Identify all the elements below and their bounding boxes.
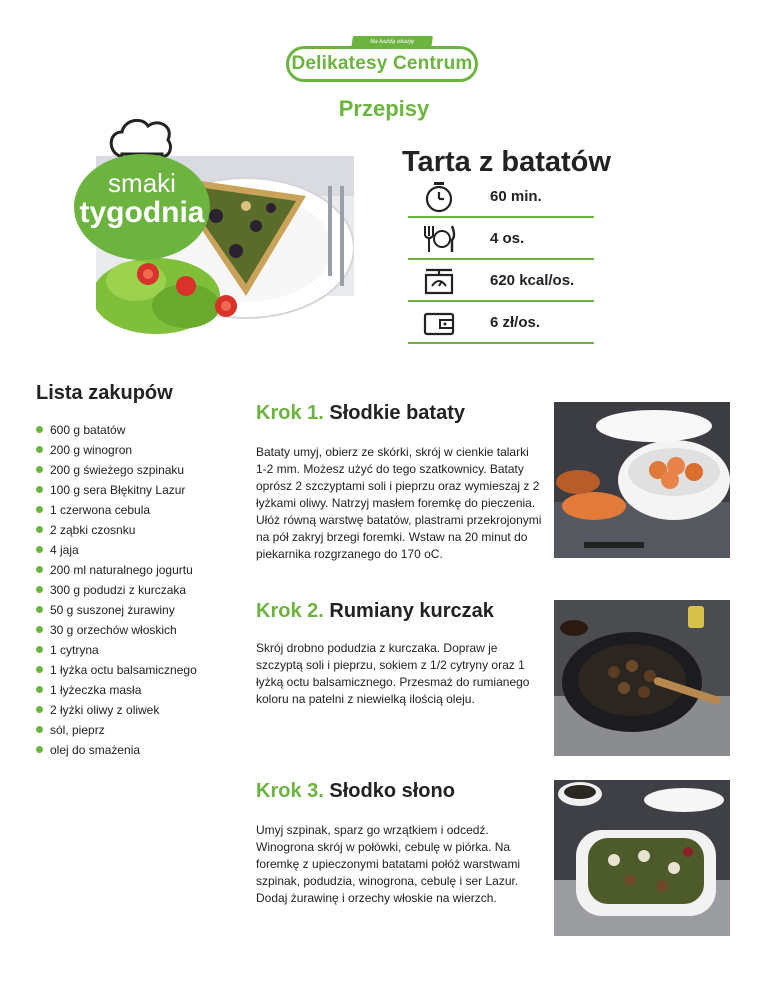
recipe-title: Tarta z batatów [402,146,611,178]
info-calories-value: 620 kcal/os. [490,272,575,289]
step3-title [256,780,455,803]
list-item: 300 g podudzi z kurczaka [36,580,197,600]
scale-icon [422,264,456,298]
info-row-time [408,176,594,218]
info-time-value: 60 min. [490,188,542,205]
badge-line2: tygodnia [79,196,205,229]
list-item: 200 g świeżego szpinaku [36,460,197,480]
cutlery-icon [422,222,456,256]
list-item: 100 g sera Błękitny Lazur [36,480,197,500]
step2-photo [554,600,730,756]
list-item: 50 g suszonej żurawiny [36,600,197,620]
info-row-servings [408,218,594,260]
list-item: 1 cytryna [36,640,197,660]
list-item: 200 g winogron [36,440,197,460]
list-item: 30 g orzechów włoskich [36,620,197,640]
shopping-list [36,420,197,760]
step1-title [256,402,465,425]
logo-tagline: Na każdą okazję [351,36,433,49]
step1-label: Krok 1. [256,402,324,424]
list-item: 1 czerwona cebula [36,500,197,520]
section-title: Przepisy [338,96,430,121]
step3-name: Słodko słono [329,780,455,802]
brand-logo [286,36,478,84]
hero-area [74,116,364,356]
shopping-list-title: Lista zakupów [36,382,173,404]
step2-text: Skrój drobno podudzia z kurczaka. Dopraw je szczyptą soli i pieprzu, sokiem z 1/2 cytryny oraz 1 łyżką octu balsamicznego. Przesmaż do rumianego koloru na patelni z niewielką ilością oleju. [256,641,530,706]
list-item: sól, pieprz [36,720,197,740]
info-row-cost [408,302,594,344]
step3-label: Krok 3. [256,780,324,802]
list-item: 200 ml naturalnego jogurtu [36,560,197,580]
step2-title [256,600,494,623]
badge-line1: smaki [108,168,176,198]
step2-name: Rumiany kurczak [329,600,494,622]
list-item: 600 g batatów [36,420,197,440]
step1-text: Bataty umyj, obierz ze skórki, skrój w cienkie talarki 1-2 mm. Możesz użyć do tego szatkownicy. Bataty oprósz 2 szczyptami soli i pieprzu oraz wymieszaj z 2 łyżkami oliwy. Natrzyj masłem foremkę do pieczenia. Ułóż równą warstwę batatów, plastrami przekrojonymi na pół zakryj brzegi foremki. Wstaw na 20 minut do piekarnika rozgrzanego do 170 oC. [256,445,542,561]
info-row-calories [408,260,594,302]
list-item: 1 łyżka octu balsamicznego [36,660,197,680]
wallet-icon [422,306,456,340]
list-item: 4 jaja [36,540,197,560]
step3-photo [554,780,730,936]
step1-name: Słodkie bataty [329,402,465,424]
list-item: 2 łyżki oliwy z oliwek [36,700,197,720]
step1-photo [554,402,730,558]
step2-label: Krok 2. [256,600,324,622]
smaki-tygodnia-badge [74,116,210,260]
list-item: 1 łyżeczka masła [36,680,197,700]
timer-icon [422,180,456,214]
info-cost-value: 6 zł/os. [490,314,541,331]
logo-frame [286,46,478,82]
step3-text: Umyj szpinak, sparz go wrzątkiem i odcedź. Winogrona skrój w połówki, cebulę w piórka. Na foremkę z upieczonymi batatami połóż warstwami szpinak, podudzia, winogrona, cebulę i ser Lazur. Dodaj żurawinę i orzechy włoskie na wierzch. [256,823,521,905]
logo-brand-name: Delikatesy Centrum [291,53,473,74]
info-servings-value: 4 os. [490,230,525,247]
list-item: 2 ząbki czosnku [36,520,197,540]
list-item: olej do smażenia [36,740,197,760]
